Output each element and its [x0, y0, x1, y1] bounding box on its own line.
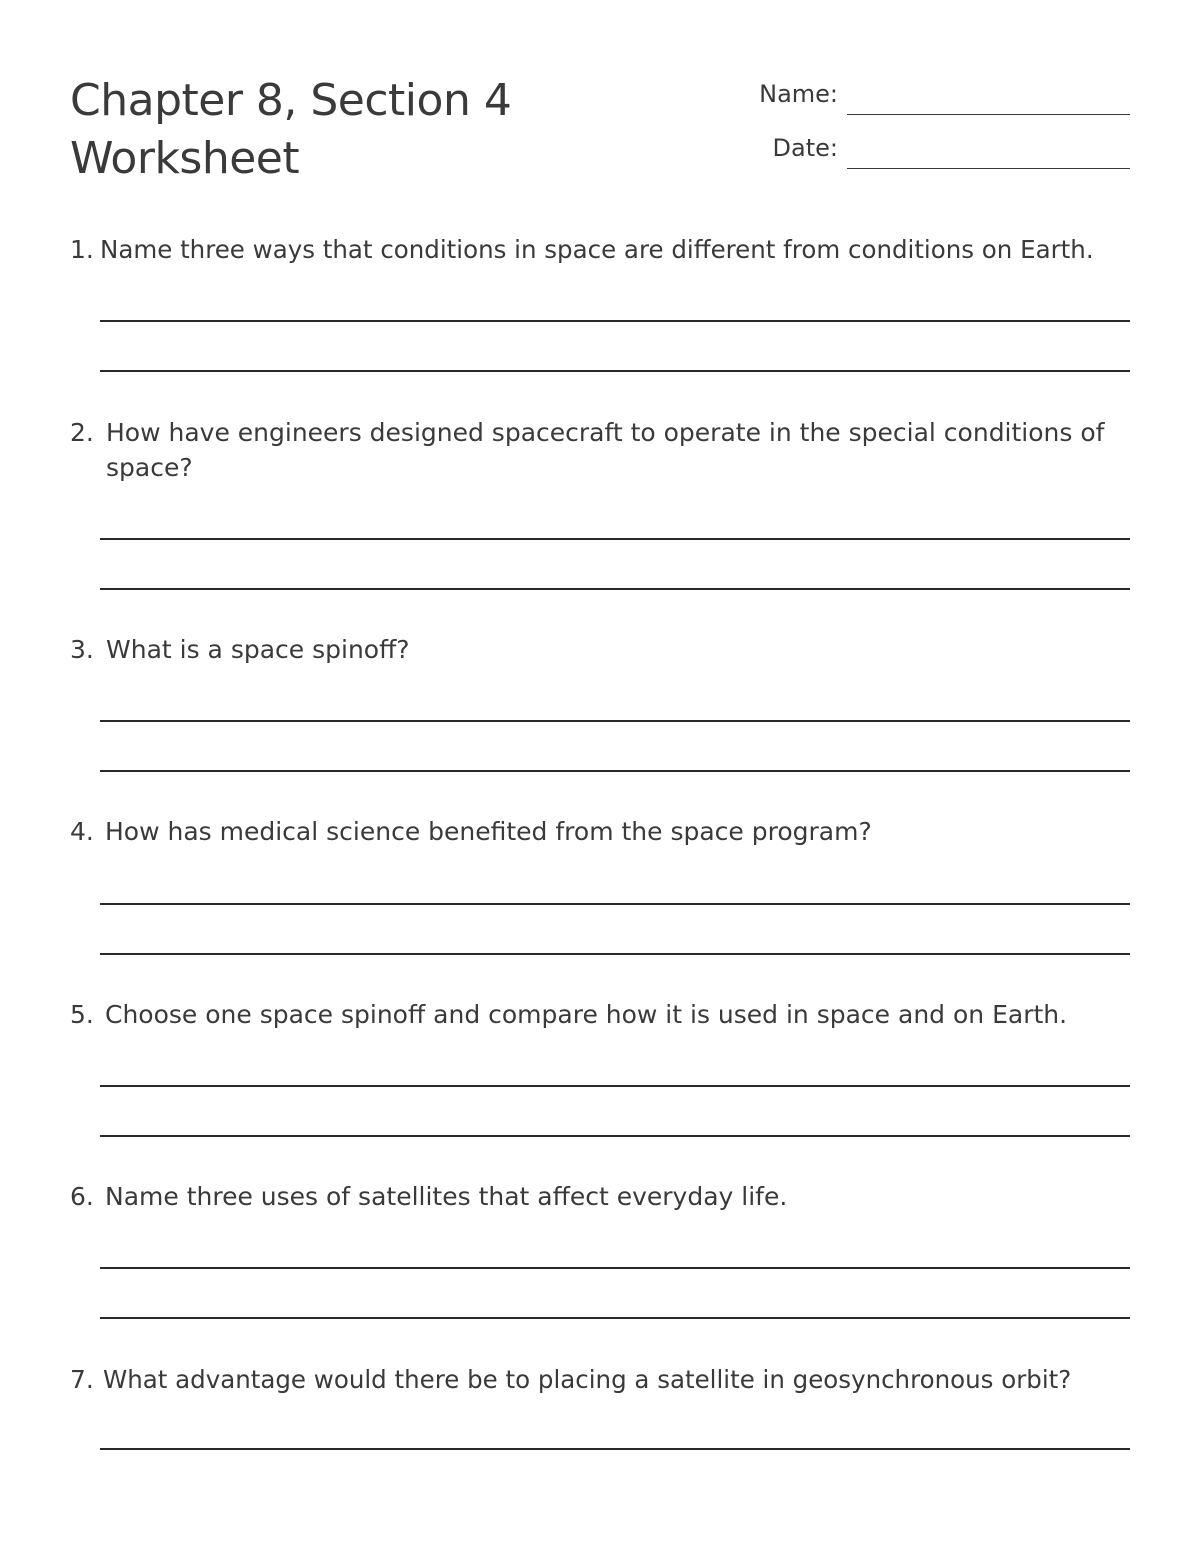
name-field[interactable]	[700, 78, 1130, 118]
answer-line-2b[interactable]	[100, 588, 1130, 590]
answer-line-3b[interactable]	[100, 770, 1130, 772]
title-line-1: Chapter 8, Section 4	[70, 75, 512, 126]
name-label: Name:	[759, 80, 838, 108]
question-number: 5.	[70, 1000, 94, 1029]
worksheet-title	[70, 72, 511, 188]
date-label: Date:	[772, 134, 838, 162]
answer-line-5b[interactable]	[100, 1135, 1130, 1137]
question-text: Name three ways that conditions in space are different from conditions on Earth.	[100, 235, 1094, 264]
question-number: 1.	[70, 235, 94, 264]
date-blank-line[interactable]	[847, 168, 1130, 169]
title-line-2: Worksheet	[70, 133, 300, 184]
question-5	[70, 997, 1130, 1032]
answer-line-5a[interactable]	[100, 1085, 1130, 1087]
question-text: How has medical science benefited from the space program?	[105, 817, 872, 846]
question-text: What advantage would there be to placing a satellite in geosynchronous orbit?	[103, 1365, 1072, 1394]
question-number: 6.	[70, 1182, 94, 1211]
question-text: How have engineers designed spacecraft to operate in the special conditions of space?	[106, 418, 1105, 482]
answer-line-2a[interactable]	[100, 538, 1130, 540]
answer-line-4b[interactable]	[100, 953, 1130, 955]
answer-line-3a[interactable]	[100, 720, 1130, 722]
question-2	[70, 415, 1130, 485]
question-text: Choose one space spinoff and compare how it is used in space and on Earth.	[105, 1000, 1068, 1029]
question-3	[70, 632, 1130, 667]
question-4	[70, 814, 1130, 849]
question-6	[70, 1179, 1130, 1214]
date-field[interactable]	[700, 132, 1130, 172]
question-7	[70, 1362, 1130, 1397]
answer-line-1b[interactable]	[100, 370, 1130, 372]
question-number: 2.	[70, 418, 94, 447]
answer-line-4a[interactable]	[100, 903, 1130, 905]
answer-line-6a[interactable]	[100, 1267, 1130, 1269]
question-number: 7.	[70, 1365, 94, 1394]
answer-line-1a[interactable]	[100, 320, 1130, 322]
answer-line-6b[interactable]	[100, 1317, 1130, 1319]
question-1	[70, 232, 1130, 267]
answer-line-7a[interactable]	[100, 1448, 1130, 1450]
question-number: 4.	[70, 817, 94, 846]
question-text: What is a space spinoff?	[106, 635, 410, 664]
question-number: 3.	[70, 635, 94, 664]
name-blank-line[interactable]	[847, 114, 1130, 115]
question-text: Name three uses of satellites that affect everyday life.	[105, 1182, 788, 1211]
